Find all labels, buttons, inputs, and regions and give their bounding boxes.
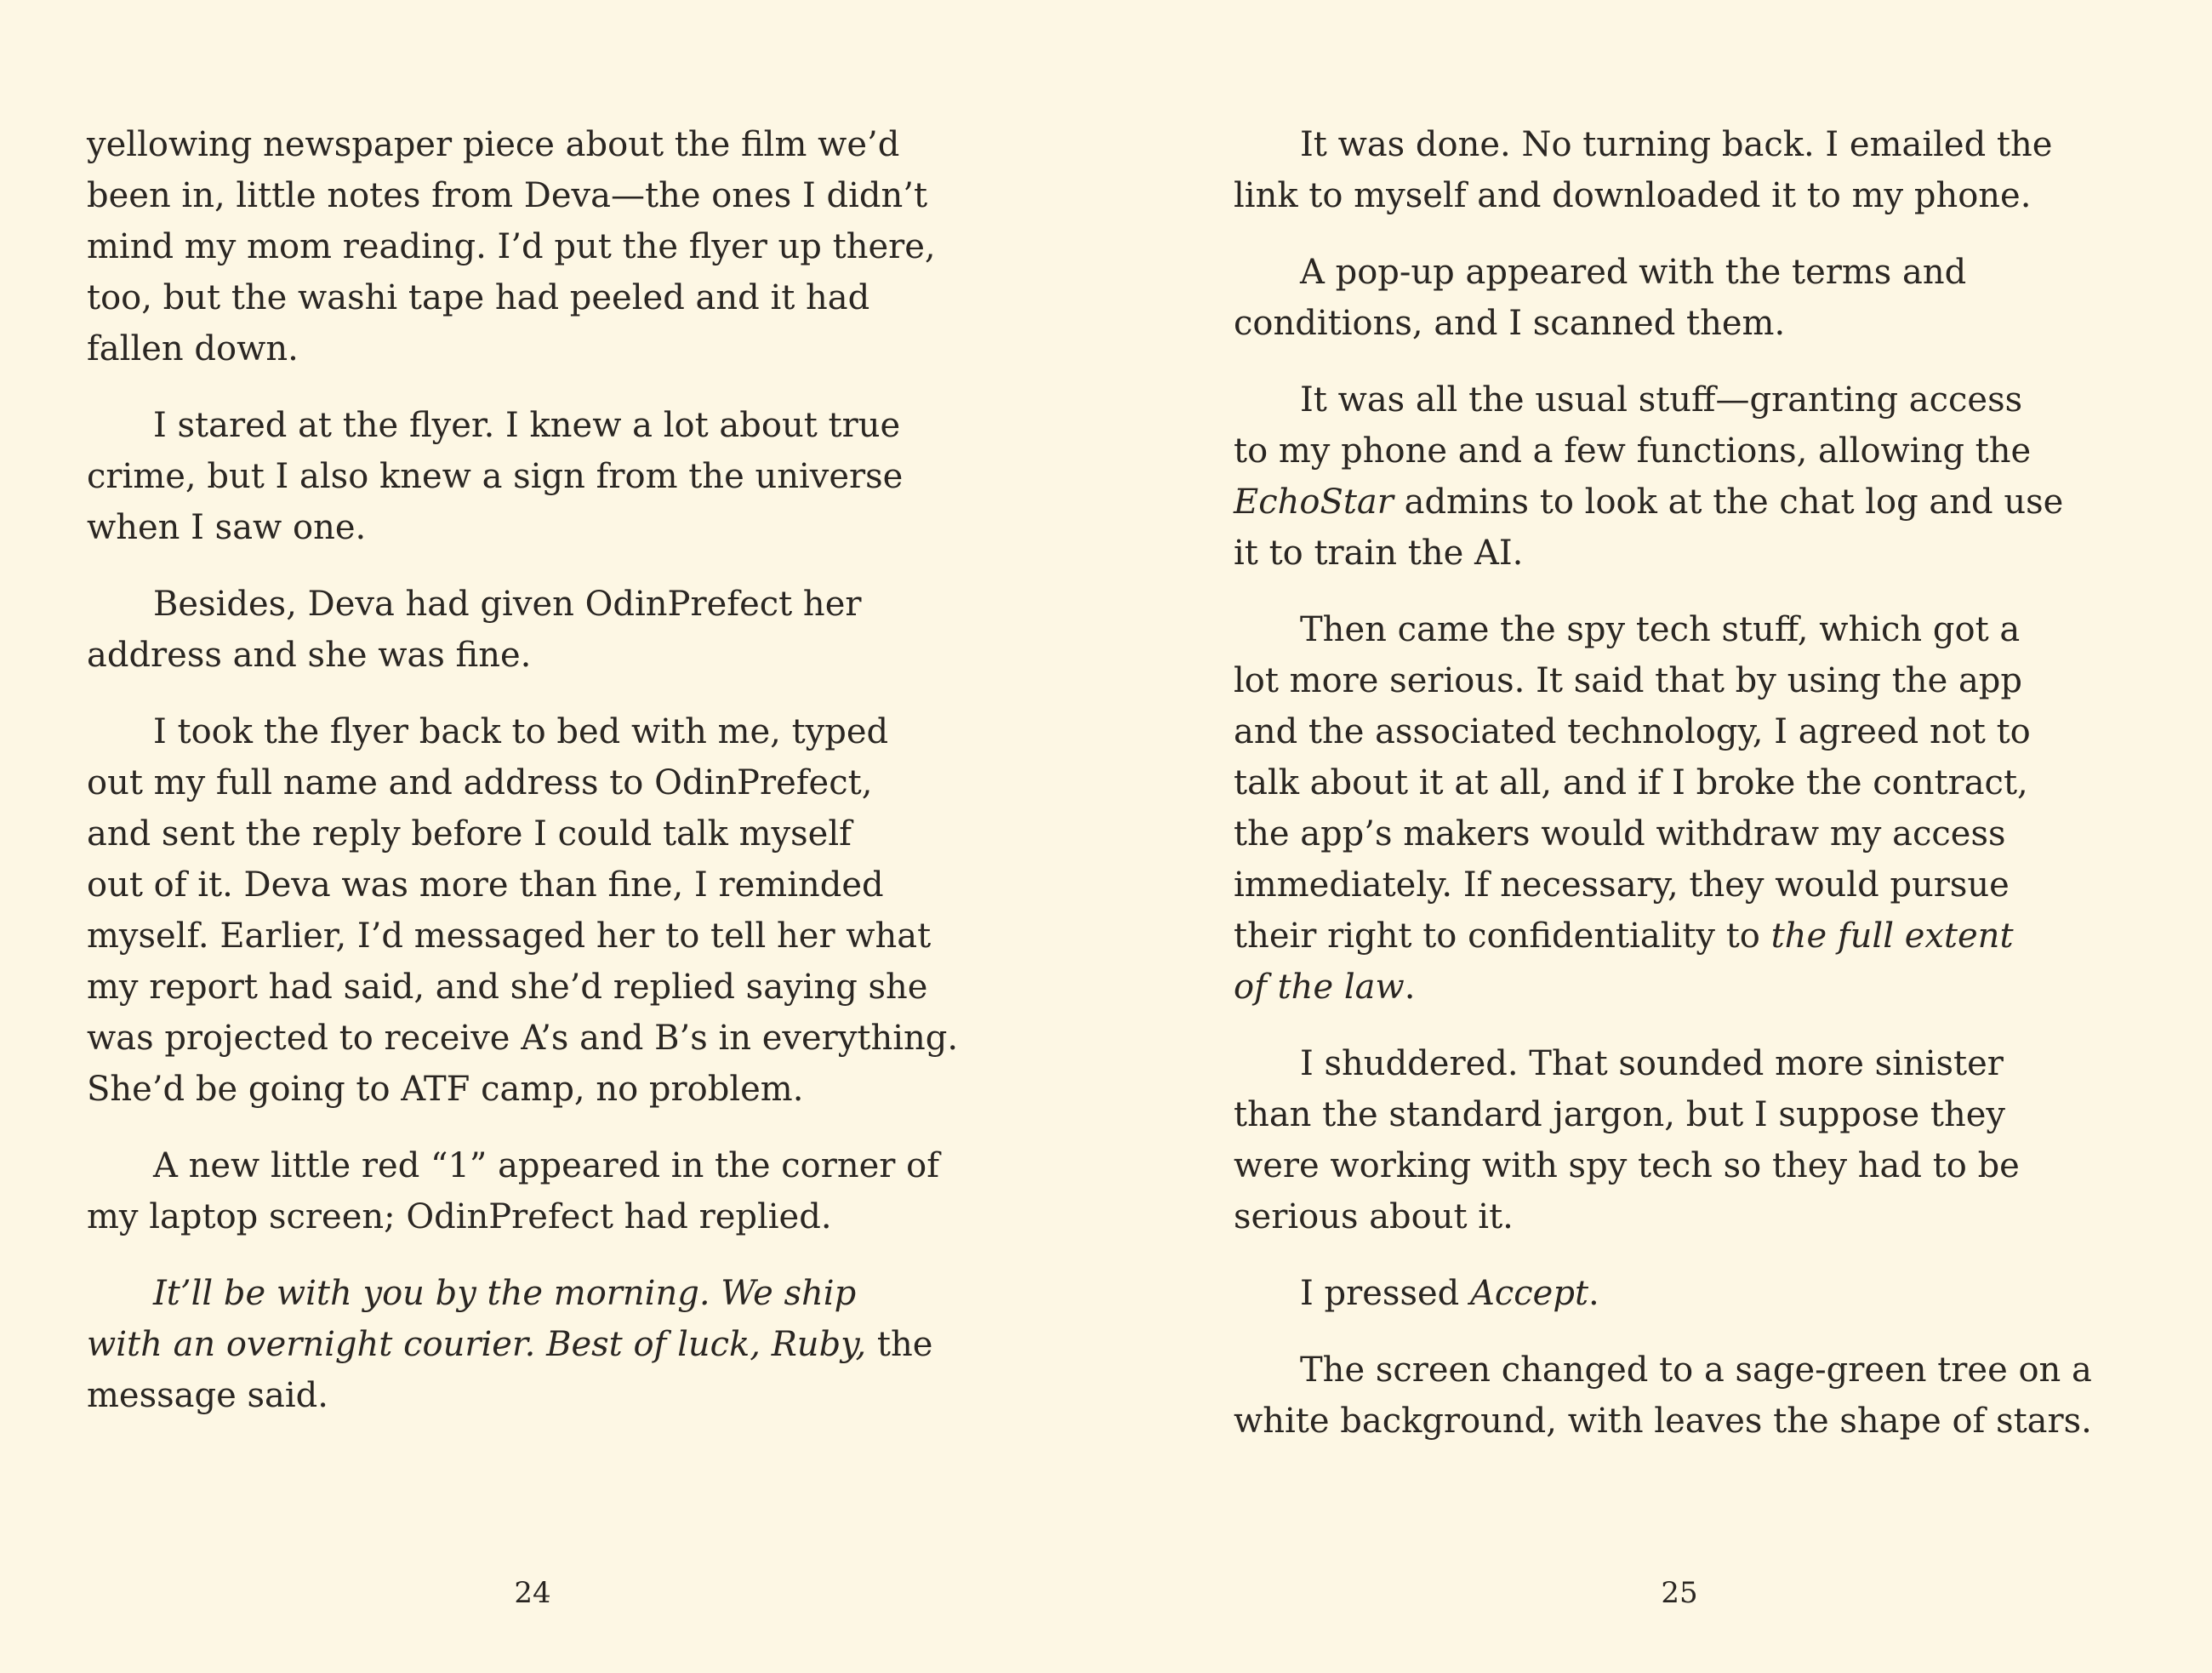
- text-line: [1234, 1345, 2135, 1396]
- text-line: [87, 579, 989, 630]
- text-run: to my phone and a few functions, allowing the: [1234, 431, 2032, 471]
- text-run: their right to confidentiality to: [1234, 916, 1771, 956]
- text-line: [87, 323, 989, 374]
- page-number: 25: [1661, 1576, 1698, 1610]
- text-run: fallen down.: [87, 329, 299, 368]
- text-run: The screen changed to a sage-green tree on a: [1300, 1350, 2092, 1390]
- text-line: [87, 221, 989, 272]
- text-run: was projected to receive A’s and B’s in everything.: [87, 1019, 959, 1058]
- right-page: [1106, 0, 2212, 1673]
- right-page-text: [1234, 119, 2135, 1472]
- text-line: [87, 1319, 989, 1370]
- text-line: [1234, 298, 2135, 349]
- text-run: the app’s makers would withdraw my access: [1234, 814, 2006, 854]
- text-run: A pop-up appeared with the terms and: [1300, 253, 1967, 292]
- text-run: mind my mom reading. I’d put the flyer up there,: [87, 227, 936, 266]
- text-run: I stared at the flyer. I knew a lot about true: [153, 406, 901, 445]
- text-line: [87, 808, 989, 859]
- text-run: when I saw one.: [87, 508, 367, 547]
- text-line: [87, 451, 989, 502]
- text-line: [87, 400, 989, 451]
- paragraph: [1234, 1268, 2135, 1319]
- text-run: I pressed: [1300, 1274, 1470, 1313]
- italic-text: It’ll be with you by the morning. We ship: [153, 1274, 857, 1313]
- paragraph: [1234, 604, 2135, 1013]
- text-line: [1234, 1140, 2135, 1191]
- paragraph: [87, 400, 989, 553]
- text-line: [87, 706, 989, 757]
- text-run: than the standard jargon, but I suppose they: [1234, 1095, 2006, 1134]
- text-line: [1234, 757, 2135, 808]
- text-run: and the associated technology, I agreed not to: [1234, 712, 2031, 751]
- text-line: [87, 757, 989, 808]
- text-run: I shuddered. That sounded more sinister: [1300, 1044, 2004, 1083]
- text-run: I took the flyer back to bed with me, typed: [153, 712, 889, 751]
- text-line: [1234, 247, 2135, 298]
- paragraph: [87, 1140, 989, 1242]
- paragraph: [87, 706, 989, 1115]
- paragraph: [1234, 247, 2135, 349]
- text-run: my laptop screen; OdinPrefect had replied.: [87, 1197, 832, 1236]
- text-line: [1234, 859, 2135, 911]
- text-run: yellowing newspaper piece about the film we’d: [87, 125, 900, 164]
- text-line: [87, 911, 989, 962]
- text-run: myself. Earlier, I’d messaged her to tell her what: [87, 916, 932, 956]
- text-line: [1234, 425, 2135, 477]
- text-line: [87, 272, 989, 323]
- text-run: and sent the reply before I could talk myself: [87, 814, 852, 854]
- text-line: [1234, 119, 2135, 170]
- text-line: [1234, 962, 2135, 1013]
- text-run: lot more serious. It said that by using the app: [1234, 661, 2023, 700]
- text-line: [87, 170, 989, 221]
- text-line: [1234, 808, 2135, 859]
- text-line: [1234, 1038, 2135, 1089]
- text-line: [1234, 1191, 2135, 1242]
- paragraph: [87, 579, 989, 681]
- text-line: [1234, 604, 2135, 655]
- text-line: [1234, 477, 2135, 528]
- text-line: [1234, 911, 2135, 962]
- text-run: were working with spy tech so they had to be: [1234, 1146, 2020, 1185]
- text-run: out my full name and address to OdinPrefect,: [87, 763, 873, 802]
- text-run: talk about it at all, and if I broke the contract,: [1234, 763, 2028, 802]
- text-run: serious about it.: [1234, 1197, 1514, 1236]
- text-line: [1234, 655, 2135, 706]
- text-line: [87, 1268, 989, 1319]
- text-run: too, but the washi tape had peeled and it had: [87, 278, 870, 317]
- italic-text: the full extent: [1770, 916, 2014, 956]
- text-line: [87, 502, 989, 553]
- text-run: out of it. Deva was more than fine, I reminded: [87, 865, 884, 905]
- text-line: [87, 1370, 989, 1421]
- page-number: 24: [514, 1576, 551, 1610]
- paragraph: [87, 119, 989, 374]
- paragraph: [87, 1268, 989, 1421]
- text-run: been in, little notes from Deva—the ones I didn’t: [87, 176, 928, 215]
- text-run: It was all the usual stuff—granting access: [1300, 380, 2023, 420]
- text-run: it to train the AI.: [1234, 534, 1524, 573]
- paragraph: [1234, 1038, 2135, 1242]
- text-run: message said.: [87, 1376, 328, 1415]
- text-line: [1234, 528, 2135, 579]
- text-run: admins to look at the chat log and use: [1393, 482, 2064, 522]
- text-line: [87, 962, 989, 1013]
- text-line: [1234, 170, 2135, 221]
- paragraph: [1234, 1345, 2135, 1447]
- text-line: [87, 859, 989, 911]
- text-run: conditions, and I scanned them.: [1234, 304, 1786, 343]
- text-run: crime, but I also knew a sign from the universe: [87, 457, 904, 496]
- italic-text: EchoStar: [1234, 482, 1394, 522]
- text-line: [87, 1140, 989, 1191]
- text-line: [1234, 1089, 2135, 1140]
- text-line: [87, 1064, 989, 1115]
- text-run: address and she was fine.: [87, 636, 532, 675]
- text-line: [87, 630, 989, 681]
- text-run: Besides, Deva had given OdinPrefect her: [153, 585, 862, 624]
- text-run: link to myself and downloaded it to my phone.: [1234, 176, 2032, 215]
- italic-text: of the law: [1234, 968, 1405, 1007]
- text-run: .: [1404, 968, 1416, 1007]
- text-run: my report had said, and she’d replied saying she: [87, 968, 928, 1007]
- text-line: [1234, 374, 2135, 425]
- left-page-text: [87, 119, 989, 1447]
- text-run: Then came the spy tech stuff, which got a: [1300, 610, 2021, 649]
- text-line: [1234, 1396, 2135, 1447]
- text-run: .: [1588, 1274, 1599, 1313]
- text-line: [1234, 1268, 2135, 1319]
- paragraph: [1234, 119, 2135, 221]
- text-run: white background, with leaves the shape of stars.: [1234, 1402, 2092, 1441]
- text-run: It was done. No turning back. I emailed the: [1300, 125, 2053, 164]
- text-run: She’d be going to ATF camp, no problem.: [87, 1070, 804, 1109]
- italic-text: with an overnight courier. Best of luck, Ruby,: [87, 1325, 867, 1364]
- text-run: the: [866, 1325, 933, 1364]
- paragraph: [1234, 374, 2135, 579]
- text-line: [87, 1013, 989, 1064]
- text-line: [87, 1191, 989, 1242]
- text-run: A new little red “1” appeared in the corner of: [153, 1146, 940, 1185]
- text-run: immediately. If necessary, they would pursue: [1234, 865, 2010, 905]
- text-line: [1234, 706, 2135, 757]
- text-line: [87, 119, 989, 170]
- italic-text: Accept: [1469, 1274, 1589, 1313]
